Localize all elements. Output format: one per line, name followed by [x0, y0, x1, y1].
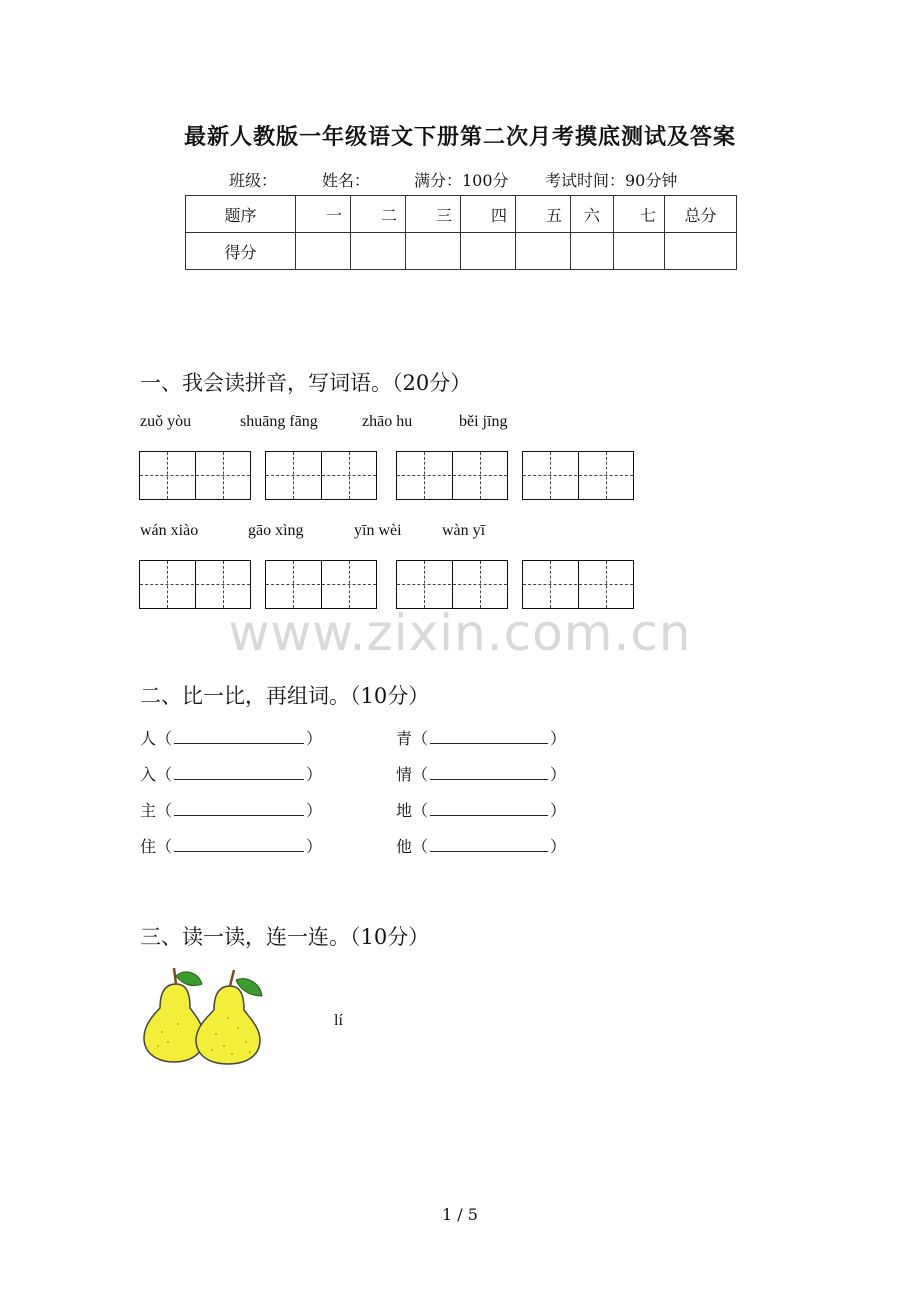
- score-cell[interactable]: [351, 233, 406, 270]
- word-item: 他（ ）: [396, 837, 567, 856]
- pinyin-label: wàn yī: [442, 522, 486, 539]
- score-cell[interactable]: [665, 233, 737, 270]
- writing-grid[interactable]: [522, 560, 634, 609]
- writing-grid[interactable]: [396, 451, 508, 500]
- score-cell[interactable]: [461, 233, 516, 270]
- word-item: 入（ ）: [140, 765, 323, 784]
- answer-blank[interactable]: [430, 763, 548, 780]
- pinyin-label: yīn wèi: [354, 522, 402, 539]
- character: 入: [140, 765, 157, 784]
- writing-grid[interactable]: [139, 560, 251, 609]
- page-title: 最新人教版一年级语文下册第二次月考摸底测试及答案: [183, 124, 736, 150]
- word-item: 地（ ）: [396, 801, 567, 820]
- character: 住: [140, 837, 157, 856]
- section2-heading: 二、比一比，再组词。（10分）: [140, 684, 430, 708]
- score-table-row-label: 得分: [186, 233, 296, 270]
- score-table-header-cell: 总分: [665, 196, 737, 233]
- answer-blank[interactable]: [174, 799, 304, 816]
- character: 情: [396, 765, 413, 784]
- pinyin-label: wán xiào: [140, 522, 199, 539]
- character: 主: [140, 801, 157, 820]
- pinyin-label: zhāo hu: [362, 413, 413, 430]
- class-label: 班级：: [229, 171, 278, 190]
- pinyin-label: gāo xìng: [248, 522, 304, 539]
- character: 人: [140, 729, 157, 748]
- answer-blank[interactable]: [174, 835, 304, 852]
- writing-grid[interactable]: [139, 451, 251, 500]
- writing-grid[interactable]: [522, 451, 634, 500]
- score-table-header-cell: 一: [296, 196, 351, 233]
- word-item: 青（ ）: [396, 729, 567, 748]
- page-number: 1 / 5: [442, 1205, 478, 1224]
- score-cell[interactable]: [516, 233, 571, 270]
- pears-icon[interactable]: [138, 962, 270, 1066]
- character: 他: [396, 837, 413, 856]
- score-table-header-cell: 三: [406, 196, 461, 233]
- writing-grid[interactable]: [265, 451, 377, 500]
- pinyin-label: zuǒ yòu: [140, 413, 192, 430]
- pinyin-label: běi jīng: [459, 413, 508, 430]
- name-label: 姓名：: [322, 171, 371, 190]
- score-table-header-cell: 题序: [186, 196, 296, 233]
- writing-grid[interactable]: [396, 560, 508, 609]
- score-table-header-cell: 五: [516, 196, 571, 233]
- word-item: 主（ ）: [140, 801, 323, 820]
- section1-heading: 一、我会读拼音，写词语。（20分）: [140, 371, 472, 395]
- score-table-header-cell: 四: [461, 196, 516, 233]
- answer-blank[interactable]: [174, 727, 304, 744]
- score-table: [185, 195, 737, 270]
- character: 地: [396, 801, 413, 820]
- score-table-header-cell: 二: [351, 196, 406, 233]
- character: 青: [396, 729, 413, 748]
- answer-blank[interactable]: [430, 835, 548, 852]
- score-cell[interactable]: [571, 233, 614, 270]
- answer-blank[interactable]: [430, 727, 548, 744]
- exam-time-label: 考试时间：90分钟: [545, 171, 678, 190]
- word-item: 住（ ）: [140, 837, 323, 856]
- pinyin-label: lí: [334, 1012, 343, 1029]
- score-cell[interactable]: [614, 233, 665, 270]
- section3-heading: 三、读一读，连一连。（10分）: [140, 925, 430, 949]
- score-table-header-cell: 六: [571, 196, 614, 233]
- score-table-header-cell: 七: [614, 196, 665, 233]
- pinyin-label: shuāng fāng: [240, 413, 318, 430]
- score-table-score-row: [186, 233, 737, 270]
- score-cell[interactable]: [296, 233, 351, 270]
- answer-blank[interactable]: [430, 799, 548, 816]
- full-score-label: 满分：100分: [414, 171, 509, 190]
- word-item: 情（ ）: [396, 765, 567, 784]
- answer-blank[interactable]: [174, 763, 304, 780]
- word-item: 人（ ）: [140, 729, 323, 748]
- watermark: www.zixin.com.cn: [228, 604, 692, 662]
- score-cell[interactable]: [406, 233, 461, 270]
- score-table-header-row: [186, 196, 737, 233]
- writing-grid[interactable]: [265, 560, 377, 609]
